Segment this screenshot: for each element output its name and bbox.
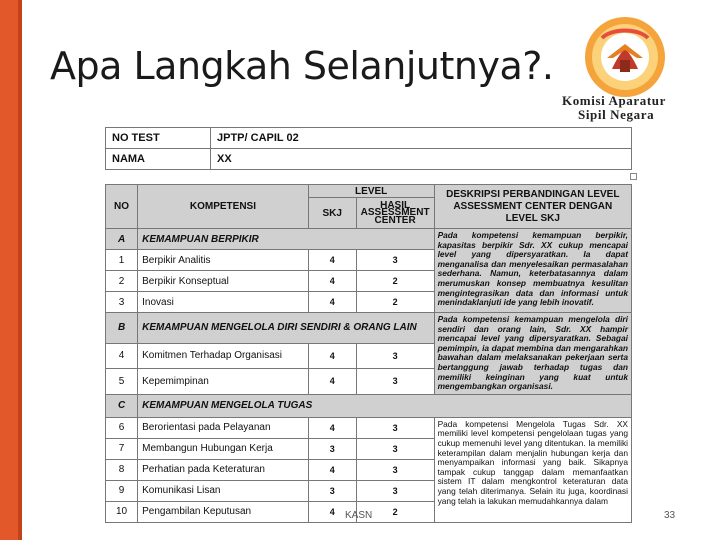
ac-value: 3: [356, 343, 434, 369]
page-number: 33: [664, 510, 676, 521]
section-title: KEMAMPUAN BERPIKIR: [138, 229, 434, 250]
section-code: A: [106, 229, 138, 250]
competency-name: Pengambilan Keputusan: [138, 501, 309, 522]
section-code: B: [106, 313, 138, 344]
skj-value: 4: [308, 417, 356, 438]
description-b: Pada kompetensi kemampuan mengelola diri sendiri dan orang lain, Sdr. XX hampir mencapai level yang dipersyaratkan. Sebagai pemimpin, ia dapat membina dan mengarahkan bawahan dalam melaksanakan pekerjaan serta bertanggung jawab terhadap tugas dan memiliki keinginan yang kuat untuk mengembangkan organisasi.: [434, 313, 631, 395]
slide-title: Apa Langkah Selanjutnya?.: [50, 44, 554, 88]
header-deskripsi: DESKRIPSI PERBANDINGAN LEVEL ASSESSMENT CENTER DENGAN LEVEL SKJ: [434, 185, 631, 229]
nama-value: XX: [211, 149, 632, 170]
header-row-1: [106, 185, 632, 198]
ac-value: 2: [356, 271, 434, 292]
header-level: LEVEL: [308, 185, 434, 198]
row-no: 5: [106, 369, 138, 395]
ac-value: 3: [356, 438, 434, 459]
competency-table: [105, 184, 632, 523]
skj-value: 4: [308, 369, 356, 395]
nama-label: NAMA: [106, 149, 211, 170]
competency-name: Komunikasi Lisan: [138, 480, 309, 501]
info-table: [105, 127, 632, 170]
competency-name: Membangun Hubungan Kerja: [138, 438, 309, 459]
skj-value: 4: [308, 343, 356, 369]
section-code: C: [106, 394, 138, 417]
header-hasil-ac: HASIL ASSESSMENT CENTER: [356, 198, 434, 229]
row-no: 6: [106, 417, 138, 438]
resize-handle[interactable]: [630, 173, 637, 180]
ac-value: 2: [356, 292, 434, 313]
row-no: 7: [106, 438, 138, 459]
competency-name: Berpikir Analitis: [138, 250, 309, 271]
header-kompetensi: KOMPETENSI: [138, 185, 309, 229]
table-row: [106, 417, 632, 438]
description-c: Pada kompetensi Mengelola Tugas Sdr. XX memiliki level kompetensi pengelolaan tugas yang cukup memenuhi level yang ditentukan. Ia memiliki keterampilan dalam menjalin hubungan kerja dan menyampaikan informasi yang baik. Sikapnya tampak cukup tanggap dalam memanfaatkan sistem IT dalam mengkontrol keteraturan data yang telah diterimanya. Selain itu juga, koordinasi yang telah ia lakukan memudahkannya dalam: [434, 417, 631, 522]
skj-value: 4: [308, 292, 356, 313]
info-row-no-test: [106, 128, 632, 149]
header-no: NO: [106, 185, 138, 229]
footer-text: KASN: [345, 510, 373, 521]
header-skj: SKJ: [308, 198, 356, 229]
section-row-a: [106, 229, 632, 250]
section-title: KEMAMPUAN MENGELOLA TUGAS: [138, 394, 632, 417]
competency-name: Komitmen Terhadap Organisasi: [138, 343, 309, 369]
skj-value: 3: [308, 438, 356, 459]
ac-value: 2: [356, 501, 434, 522]
org-name-line-1: Komisi Aparatur: [562, 93, 666, 108]
skj-value: 4: [308, 459, 356, 480]
competency-name: Kepemimpinan: [138, 369, 309, 395]
section-row-c: [106, 394, 632, 417]
skj-value: 4: [308, 250, 356, 271]
ac-value: 3: [356, 250, 434, 271]
ac-value: 3: [356, 417, 434, 438]
competency-name: Berorientasi pada Pelayanan: [138, 417, 309, 438]
info-row-nama: [106, 149, 632, 170]
ac-value: 3: [356, 369, 434, 395]
ac-value: 3: [356, 459, 434, 480]
row-no: 1: [106, 250, 138, 271]
no-test-value: JPTP/ CAPIL 02: [211, 128, 632, 149]
section-row-b: [106, 313, 632, 344]
row-no: 2: [106, 271, 138, 292]
row-no: 3: [106, 292, 138, 313]
row-no: 8: [106, 459, 138, 480]
skj-value: 3: [308, 480, 356, 501]
row-no: 9: [106, 480, 138, 501]
competency-name: Perhatian pada Keteraturan: [138, 459, 309, 480]
skj-value: 4: [308, 501, 356, 522]
left-accent-bar: [0, 0, 22, 540]
row-no: 10: [106, 501, 138, 522]
org-name-line-2: Sipil Negara: [578, 107, 655, 122]
competency-name: Inovasi: [138, 292, 309, 313]
no-test-label: NO TEST: [106, 128, 211, 149]
kasn-logo-icon: [582, 14, 668, 100]
ac-value: 3: [356, 480, 434, 501]
description-a: Pada kompetensi kemampuan berpikir, kapasitas berpikir Sdr. XX cukup mencapai level yang dipersyaratkan. Ia dapat menganalisa dan menyelesaikan permasalahan sederhana. Namun, keterbatasannya dalam merumuskan konsep membuatnya kesulitan mengintegrasikan data dan informasi untuk menindaklanjuti ide yang lebih inovatif.: [434, 229, 631, 313]
section-title: KEMAMPUAN MENGELOLA DIRI SENDIRI & ORANG LAIN: [138, 313, 434, 344]
row-no: 4: [106, 343, 138, 369]
skj-value: 4: [308, 271, 356, 292]
competency-name: Berpikir Konseptual: [138, 271, 309, 292]
